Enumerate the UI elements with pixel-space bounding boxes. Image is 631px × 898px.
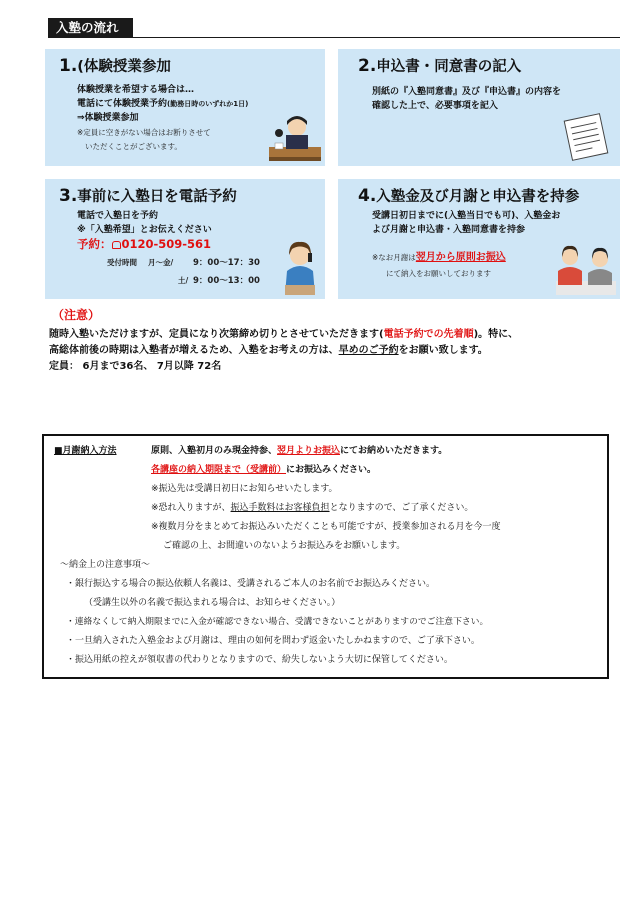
payment-note-4: ・一旦納入された入塾金および月謝は、理由の如何を問わず返金いたしかねますので、ご了承下さい。 <box>66 636 480 646</box>
step-2-line-1: 別紙の『入塾同意書』及び『申込書』の内容を <box>372 87 562 97</box>
payment-transfer-highlight: 翌月よりお振込 <box>277 446 341 456</box>
step-card-3 <box>45 179 325 299</box>
phone-operator-illustration <box>281 241 319 295</box>
document-illustration <box>560 111 612 161</box>
notice-line-1: 随時入塾いただけますが、定員になり次第締め切りとさせていただきます(電話予約での先着順)。特に、 <box>49 329 519 340</box>
notice-first-come: 電話予約での先着順 <box>383 329 474 340</box>
payment-note-5: ・振込用紙の控えが領収書の代わりとなりますので、紛失しないよう大切に保管してください。 <box>66 655 453 665</box>
notice-line-2: 高総体前後の時期は入塾者が増えるため、入塾をお考えの方は、早めのご予約をお願い致します。 <box>49 345 488 356</box>
step-4-number: 4. <box>358 186 377 206</box>
step-2-line-2: 確認した上で、必要事項を記入 <box>372 101 498 111</box>
step-1-line-2-note: (勤務日時のいずれか1日) <box>167 100 249 108</box>
step-card-4 <box>338 179 620 299</box>
step-1-title <box>59 55 171 76</box>
payment-note-3: ・連絡なくして納入期限までに入金が確認できない場合、受講できないことがありますのでご注意下さい。 <box>66 617 489 627</box>
step-3-hours-time-1: 9：00～17：30 <box>193 258 260 268</box>
payment-notes-heading: ～納金上の注意事項～ <box>60 560 151 570</box>
step-card-1 <box>45 49 325 166</box>
notice-heading: （注意） <box>52 308 101 322</box>
notice-early-reservation: 早めのご予約 <box>338 345 399 356</box>
step-4-line-1: 受講日初日までに(入塾当日でも可)、入塾金お <box>372 211 561 221</box>
payment-line-4: ※恐れ入りますが、振込手数料はお客様負担となりますので、ご了承ください。 <box>151 503 474 513</box>
payment-fee-note: 振込手数料はお客様負担 <box>230 503 330 513</box>
student-studying-illustration <box>267 111 323 163</box>
payment-note-2: （受講生以外の名義で振込まれる場合は、お知らせください。） <box>84 598 341 608</box>
payment-line-1: 原則、入塾初月のみ現金持参、翌月よりお振込にてお納めいただきます。 <box>151 446 448 456</box>
step-2-title <box>358 55 521 76</box>
payment-deadline-highlight: 各講座の納入期限まで（受講前） <box>151 465 287 475</box>
step-3-hours-days-2: 土/ <box>178 276 189 285</box>
step-3-line-1: 電話で入塾日を予約 <box>77 211 159 221</box>
step-3-number: 3. <box>59 186 78 206</box>
step-4-title <box>358 185 579 206</box>
step-4-note-1: ※なお月謝は翌月から原則お振込 <box>372 252 506 263</box>
step-card-2 <box>338 49 620 166</box>
step-1-line-3: ⇒体験授業参加 <box>77 113 139 123</box>
step-4-line-2: よび月謝と申込書・入塾同意書を持参 <box>372 225 526 235</box>
payment-label: ■月謝納入方法 <box>54 446 117 456</box>
step-3-phone-number: 0120-509-561 <box>121 237 212 251</box>
step-1-line-2: 電話にて体験授業予約(勤務日時のいずれか1日) <box>77 99 249 109</box>
payment-line-6: ご確認の上、お間違いのないようお振込みをお願いします。 <box>163 541 406 551</box>
step-3-hours-days-1: 月～金/ <box>148 258 174 267</box>
step-1-title-text: (体験授業参加 <box>77 59 171 75</box>
section-title: 入塾の流れ <box>48 18 133 38</box>
step-3-line-2: ※「入塾希望」とお伝えください <box>77 225 212 235</box>
step-1-note-2: いただくことがございます。 <box>85 142 182 151</box>
step-3-title <box>59 185 237 206</box>
consultation-illustration <box>556 241 616 295</box>
payment-line-3: ※振込先は受講日初日にお知らせいたします。 <box>151 484 338 494</box>
step-2-number: 2. <box>358 56 377 76</box>
step-4-title-text: 入塾金及び月謝と申込書を持参 <box>376 189 580 205</box>
payment-note-1: ・銀行振込する場合の振込依頼人名義は、受講されるご本人のお名前でお振込みください。 <box>66 579 436 589</box>
step-1-note-1: ※定員に空きがない場合はお断りさせて <box>77 128 211 137</box>
capacity-line: 定員： 6月まで36名、 7月以降 72名 <box>49 361 222 372</box>
title-divider <box>48 37 620 38</box>
step-4-note-2: にて納入をお願いしております <box>386 269 491 278</box>
step-1-number: 1. <box>59 56 78 76</box>
payment-info-box <box>42 434 609 679</box>
phone-icon <box>112 241 121 249</box>
step-3-phone: 予約： 0120-509-561 <box>77 237 212 251</box>
step-3-hours-label: 受付時間 <box>107 258 137 267</box>
step-3-hours-time-2: 9：00～13：00 <box>193 276 260 286</box>
step-3-title-text: 事前に入塾日を電話予約 <box>77 189 237 205</box>
step-1-line-1: 体験授業を希望する場合は… <box>77 85 195 95</box>
payment-line-2: 各講座の納入期限まで（受講前）にお振込みください。 <box>151 465 377 475</box>
step-2-title-text: 申込書・同意書の記入 <box>376 59 522 75</box>
step-4-note-highlight: 翌月から原則お振込 <box>415 252 506 263</box>
payment-line-5: ※複数月分をまとめてお振込みいただくことも可能ですが、授業参加される月を今一度 <box>151 522 501 532</box>
